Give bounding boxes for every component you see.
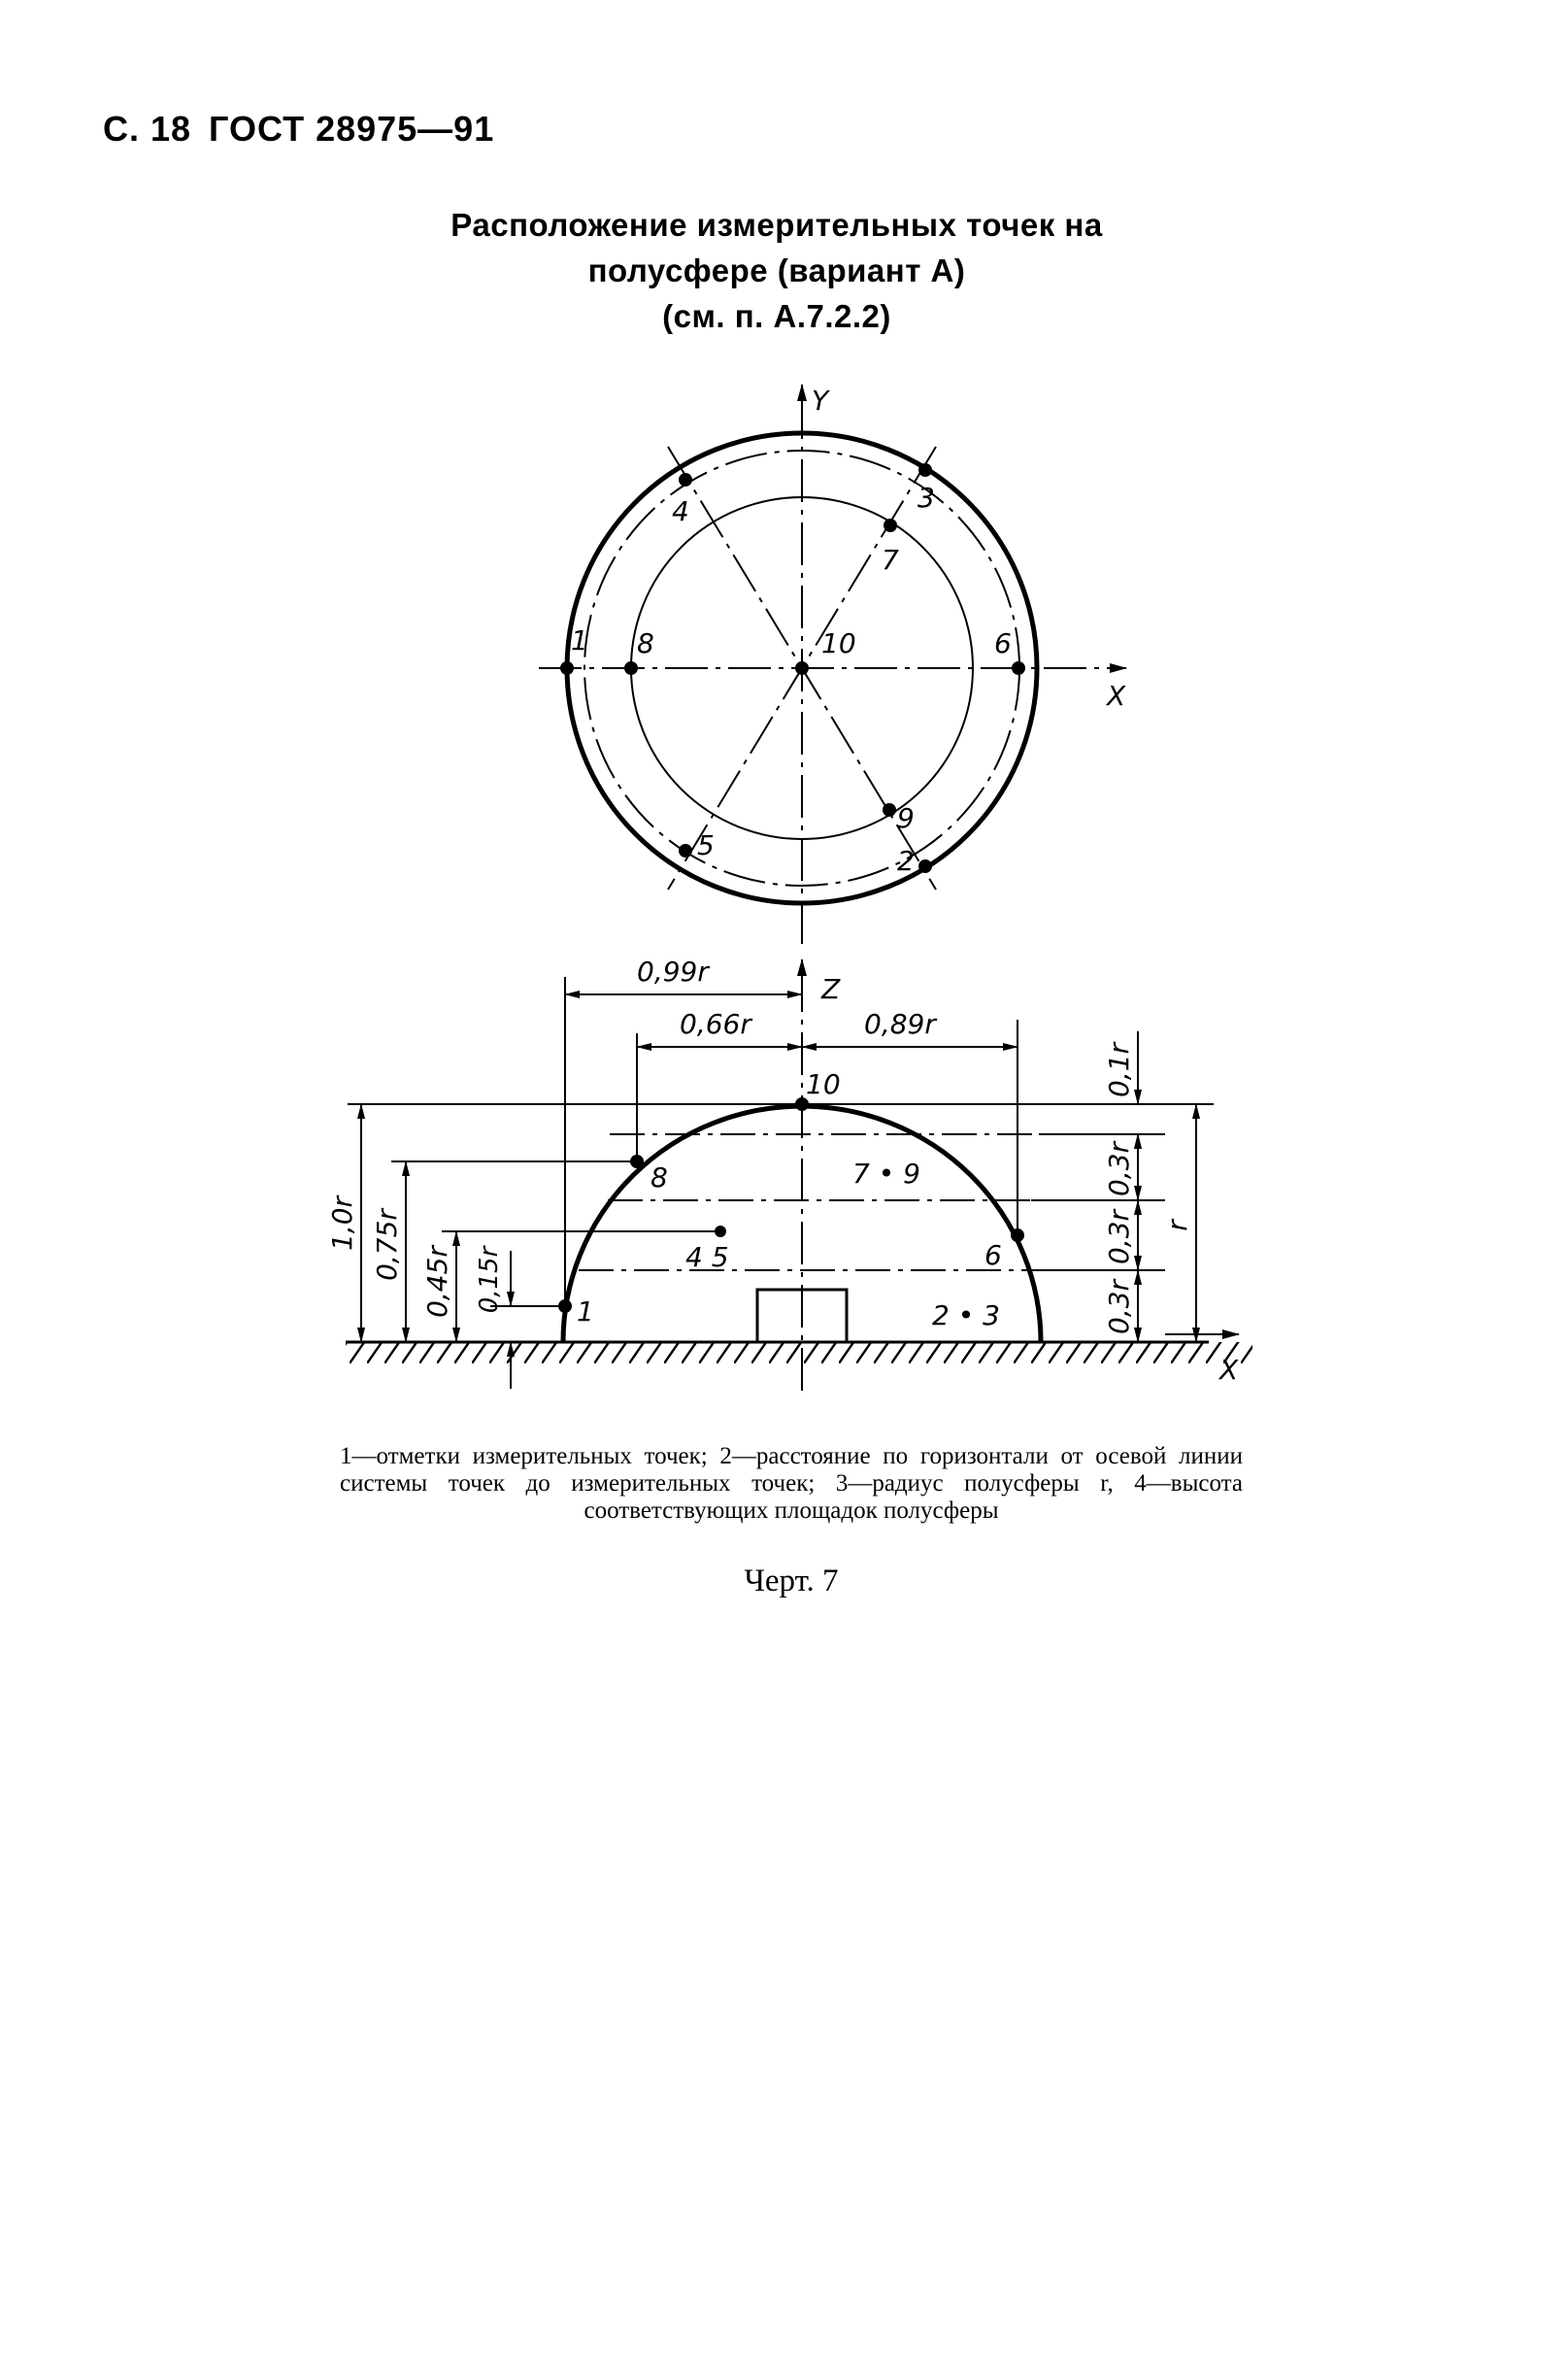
ground-hatching [346,1342,1252,1363]
point-5 [679,844,692,858]
side-point-6 [1011,1228,1024,1242]
point-8 [624,661,638,675]
side-label-4-5: 4 5 [685,1241,729,1273]
dim-066r-label: 0,66r [680,1008,751,1040]
label-10: 10 [821,627,856,659]
point-2 [918,859,932,873]
figure-number: Черт. 7 [744,1564,839,1598]
point-6 [1012,661,1025,675]
label-5: 5 [697,829,715,861]
side-point-8 [630,1155,644,1168]
side-label-8: 8 [651,1161,668,1194]
figure-caption: 1—отметки измерительных точек; 2—расстояние по горизонтали от осевой линии системы точек до измерительных точек; 3—радиус полусферы r, 4—высота соответствующих площадок полусферы [340,1443,1243,1524]
title-line-1: Расположение измерительных точек на [450,207,1103,243]
page-number: С. 18 [103,109,192,149]
z-axis-label: Z [821,973,841,1005]
side-label-7-9: 7 • 9 [852,1158,920,1190]
x-axis-side-label: X [1219,1354,1239,1386]
standard-number: ГОСТ 28975—91 [209,109,495,149]
title-line-2: полусфере (вариант А) [587,252,966,288]
side-point-1 [558,1299,572,1313]
x-axis-label: X [1107,680,1126,712]
point-4 [679,473,692,487]
label-8: 8 [637,627,654,659]
label-1: 1 [571,624,588,656]
dim-03r-a-label: 0,3r [1103,1141,1135,1197]
side-view [326,956,1252,1391]
dim-089r-label: 0,89r [864,1008,936,1040]
dim-075r-label: 0,75r [371,1209,403,1281]
point-3 [918,463,932,477]
label-4: 4 [672,495,689,527]
dim-10r-label: 1,0r [326,1195,358,1252]
dim-045r-label: 0,45r [421,1246,453,1318]
side-label-1: 1 [577,1295,594,1328]
dim-01r-label: 0,1r [1103,1042,1135,1098]
dim-099r-label: 0,99r [637,956,709,988]
side-label-2-3: 2 • 3 [932,1299,1000,1331]
dim-03r-c-label: 0,3r [1103,1279,1135,1335]
title-line-3: (см. п. А.7.2.2) [662,298,891,334]
point-1 [560,661,574,675]
side-point-4-5 [715,1226,726,1237]
dim-03r-b-label: 0,3r [1103,1209,1135,1265]
dim-015r-label: 0,15r [475,1246,504,1314]
side-label-6: 6 [984,1239,1002,1271]
label-9: 9 [897,802,915,834]
label-6: 6 [994,627,1012,659]
y-axis-label: Y [812,385,829,417]
label-2: 2 [897,845,915,877]
dim-radius-label: r [1161,1220,1193,1231]
label-3: 3 [917,482,935,514]
plan-view [539,385,1126,944]
side-label-10: 10 [806,1068,841,1100]
point-10 [795,661,809,675]
label-7: 7 [882,544,899,576]
point-7 [884,519,897,532]
point-9 [883,803,896,817]
